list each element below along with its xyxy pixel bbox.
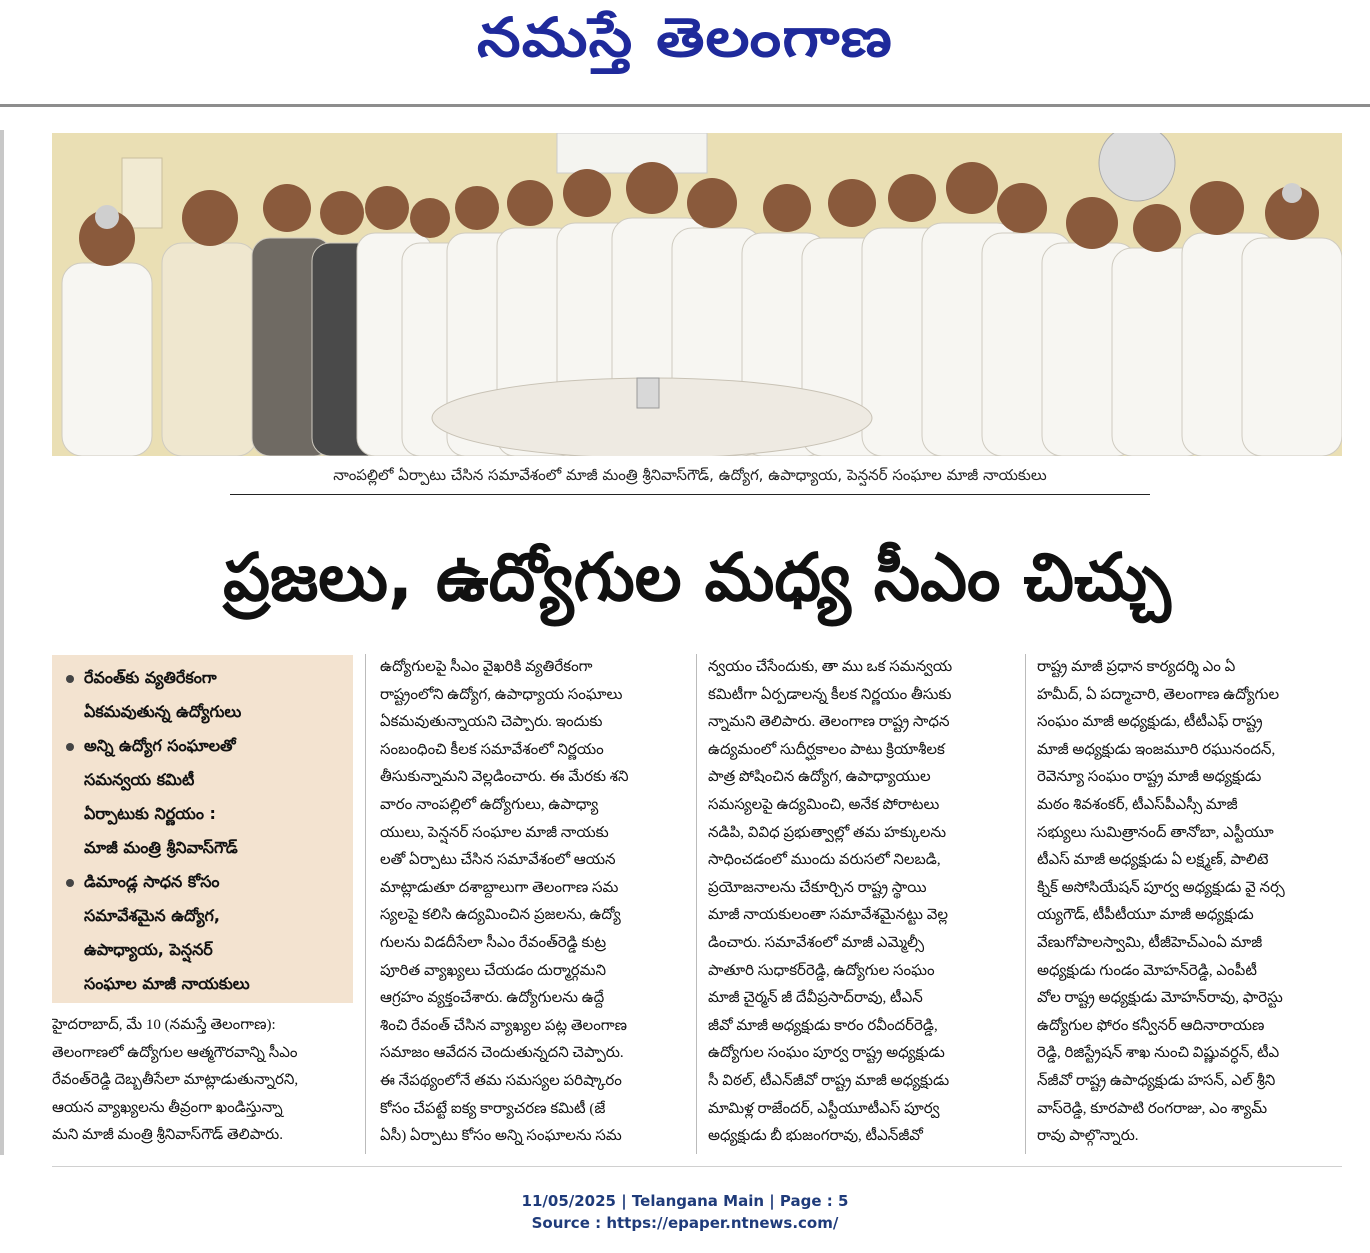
article-line: రెడ్డి, రిజిస్ట్రేషన్‌ శాఖ నుంచి విష్ణువర్ధన్‌, టీఎ	[1037, 1045, 1280, 1062]
article-line: న్‌జీవో రాష్ట్ర ఉపాధ్యక్షుడు హసన్‌, ఎల్‌ శ్రీని	[1037, 1072, 1276, 1089]
article-line: పూరిత వ్యాఖ్యలు చేయడం దుర్మార్గమని	[380, 962, 607, 979]
article-line: గులను విడదీసేలా సీఎం రేవంత్‌రెడ్డి కుట్ర	[380, 934, 607, 951]
article-line: రాష్ట్ర మాజీ ప్రధాన కార్యదర్శి ఎం ఏ	[1037, 659, 1236, 675]
article-line: టీఎస్‌ మాజీ అధ్యక్షుడు ఏ లక్ష్మణ్‌, పాలిటె	[1037, 852, 1269, 869]
article-line: వాస్‌రెడ్డి, కూరపాటి రంగరాజు, ఎం శ్యామ్‌	[1037, 1100, 1268, 1117]
article-line: రాష్ట్రంలోని ఉద్యోగ, ఉపాధ్యాయ సంఘాలు	[380, 686, 623, 703]
article-line: వోల రాష్ట్ర అధ్యక్షుడు మోహన్‌రావు, ఫారెస్టు	[1037, 990, 1283, 1007]
article-line: హమీద్‌, ఏ పద్మాచారి, తెలంగాణ ఉద్యోగుల	[1037, 686, 1280, 703]
column-divider	[696, 654, 697, 1154]
article-line: ఉద్యోగుల ఫోరం కన్వీనర్‌ ఆదినారాయణ	[1037, 1017, 1265, 1034]
article-line: మాజీ నాయకులంతా సమావేశమైనట్టు వెల్ల	[708, 907, 949, 924]
article-line: రావు పాల్గొన్నారు.	[1037, 1128, 1139, 1145]
article-line: ఏసీ) ఏర్పాటు కోసం అన్ని సంఘాలను సమ	[380, 1128, 622, 1145]
photo-caption: నాంపల్లిలో ఏర్పాటు చేసిన సమావేశంలో మాజీ మంత్రి శ్రీనివాస్‌గౌడ్‌, ఉద్యోగ, ఉపాధ్యాయ, పెన్షనర్‌ సంఘాల మాజీ నాయకులు	[333, 466, 1047, 484]
article-line: సీ విఠల్‌, టీఎన్‌జీవో రాష్ట్ర మాజీ అధ్యక్షుడు	[708, 1072, 950, 1089]
article-line: రెవెన్యూ సంఘం రాష్ట్ర మాజీ అధ్యక్షుడు	[1037, 769, 1262, 786]
article-line: న్వయం చేసేందుకు, తా ము ఒక సమన్వయ	[708, 659, 953, 675]
article-line: డించారు. సమావేశంలో మాజీ ఎమ్మెల్సీ	[708, 934, 925, 951]
article-line: సమాజం ఆవేదన చెందుతున్నదని చెప్పారు.	[380, 1045, 624, 1062]
newspaper-logo: నమస్తే తెలంగాణ	[476, 6, 894, 69]
caption-underline	[230, 494, 1150, 495]
column-divider	[365, 654, 366, 1154]
article-line: మాజీ చైర్మన్‌ జీ దేవీప్రసాద్‌రావు, టీఎన్‌	[708, 990, 923, 1007]
article-line: పాత్ర పోషించిన ఉద్యోగ, ఉపాధ్యాయుల	[708, 769, 931, 786]
article-line: ఆగ్రహం వ్యక్తంచేశారు. ఉద్యోగులను ఉద్దే	[380, 990, 605, 1007]
left-page-edge	[0, 130, 4, 1155]
article-line: ఉద్యమంలో సుదీర్ఘకాలం పాటు క్రియాశీలక	[708, 741, 945, 758]
highlight-line: ఏర్పాటుకు నిర్ణయం :	[84, 804, 216, 823]
article-line: అధ్యక్షుడు బీ భుజంగరావు, టీఎన్‌జీవో	[708, 1128, 923, 1145]
article-line: సాధించడంలో ముందు వరుసలో నిలబడి,	[708, 852, 941, 869]
article-column-1	[52, 1012, 352, 1150]
highlight-line: డిమాండ్ల సాధన కోసం	[66, 865, 345, 899]
article-column-4	[1037, 654, 1342, 1151]
article-line: ఈ నేపథ్యంలోనే తమ సమస్యల పరిష్కారం	[380, 1072, 622, 1089]
article-line: స్యలపై కలిసి ఉద్యమించిన ప్రజలను, ఉద్యో	[380, 907, 621, 924]
article-line: తీసుకున్నామని వెల్లడించారు. ఈ మేరకు శని	[380, 769, 629, 786]
highlight-line: రేవంత్‌కు వ్యతిరేకంగా	[66, 661, 345, 695]
highlight-line: సమన్వయ కమిటీ	[84, 770, 195, 789]
headline: ప్రజలు, ఉద్యోగుల మధ్య సీఎం చిచ్చు	[223, 539, 1171, 616]
highlight-line: మాజీ మంత్రి శ్రీనివాస్‌గౌడ్‌	[84, 838, 238, 857]
article-line: మామిళ్ల రాజేందర్‌, ఎస్టీయూటీఎస్‌ పూర్వ	[708, 1100, 940, 1117]
footer-source: Source : https://epaper.ntnews.com/	[531, 1214, 839, 1232]
news-photo	[52, 133, 1342, 456]
article-line: కమిటీగా ఏర్పడాలన్న కీలక నిర్ణయం తీసుకు	[708, 686, 952, 703]
article-line: వారం నాంపల్లిలో ఉద్యోగులు, ఉపాధ్యా	[380, 796, 599, 813]
article-line: ఆయన వ్యాఖ్యలను తీవ్రంగా ఖండిస్తున్నా	[52, 1099, 283, 1116]
bullet-icon	[66, 879, 74, 887]
article-line: న్నామని తెలిపారు. తెలంగాణ రాష్ట్ర సాధన	[708, 714, 950, 731]
article-line: నడిపి, వివిధ ప్రభుత్వాల్లో తమ హక్కులను	[708, 824, 947, 841]
article-line: ఉద్యోగుల సంఘం పూర్వ రాష్ట్ర అధ్యక్షుడు	[708, 1045, 945, 1062]
article-line: ఉద్యోగులపై సీఎం వైఖరికి వ్యతిరేకంగా	[380, 659, 593, 675]
article-line: శించి రేవంత్‌ చేసిన వ్యాఖ్యల పట్ల తెలంగాణ	[380, 1017, 628, 1034]
article-line: వేణుగోపాలస్వామి, టీజీహెచ్‌ఎంఏ మాజీ	[1037, 934, 1263, 951]
highlight-line: ఉపాధ్యాయ, పెన్షనర్‌	[84, 940, 213, 959]
masthead	[0, 0, 1370, 104]
article-line: ప్రయోజనాలను చేకూర్చిన రాష్ట్ర స్థాయి	[708, 879, 927, 896]
article-column-2	[380, 654, 685, 1151]
article-line: సంబంధించి కీలక సమావేశంలో నిర్ణయం	[380, 741, 604, 758]
highlight-line: ఏకమవుతున్న ఉద్యోగులు	[84, 702, 242, 721]
article-line: మని మాజీ మంత్రి శ్రీనివాస్‌గౌడ్‌ తెలిపారు.	[52, 1127, 284, 1144]
article-line: హైదరాబాద్‌, మే 10 (నమస్తే తెలంగాణ):	[52, 1017, 276, 1033]
article-line: పాతూరి సుధాకర్‌రెడ్డి, ఉద్యోగుల సంఘం	[708, 962, 935, 979]
bullet-icon	[66, 743, 74, 751]
highlight-line: అన్ని ఉద్యోగ సంఘాలతో	[66, 729, 345, 763]
article-column-3	[708, 654, 1013, 1151]
article-line: రేవంత్‌రెడ్డి దెబ్బతీసేలా మాట్లాడుతున్నారని,	[52, 1072, 299, 1089]
highlight-line: సంఘాల మాజీ నాయకులు	[84, 974, 250, 993]
article-line: తెలంగాణలో ఉద్యోగుల ఆత్మగౌరవాన్ని సీఎం	[52, 1044, 298, 1061]
article-line: సభ్యులు సుమిత్రానంద్‌ తానోబా, ఎస్టీయూ	[1037, 824, 1274, 841]
highlight-line: సమావేశమైన ఉద్యోగ,	[84, 906, 220, 925]
article-line: యులు, పెన్షనర్‌ సంఘాల మాజీ నాయకు	[380, 824, 609, 841]
article-line: సంఘం మాజీ అధ్యక్షుడు, టీటీఎఫ్‌ రాష్ట్ర	[1037, 714, 1263, 731]
article-line: య్యగౌడ్‌, టీపీటీయూ మాజీ అధ్యక్షుడు	[1037, 907, 1254, 924]
article-line: సమస్యలపై ఉద్యమించి, అనేక పోరాటలు	[708, 796, 940, 813]
masthead-divider	[0, 104, 1370, 107]
article-line: అధ్యక్షుడు గుండం మోహన్‌రెడ్డి, ఎంపీటీ	[1037, 962, 1257, 979]
highlights-box	[52, 655, 353, 1003]
bullet-icon	[66, 675, 74, 683]
footer-divider	[52, 1166, 1342, 1167]
article-line: మాజీ అధ్యక్షుడు ఇంజమూరి రఘునందన్‌,	[1037, 741, 1276, 758]
article-line: ఏకమవుతున్నాయని చెప్పారు. ఇందుకు	[380, 714, 603, 731]
article-line: కోసం చేపట్టే ఐక్య కార్యాచరణ కమిటీ (జే	[380, 1100, 606, 1117]
article-line: జీవో మాజీ అధ్యక్షుడు కారం రవీందర్‌రెడ్డి,	[708, 1017, 938, 1034]
column-divider	[1025, 654, 1026, 1154]
article-line: మాట్లాడుతూ దశాబ్దాలుగా తెలంగాణ సమ	[380, 879, 619, 896]
footer-date-edition: 11/05/2025 | Telangana Main | Page : 5	[521, 1192, 849, 1210]
article-line: క్నిక్‌ అసోసియేషన్‌ పూర్వ అధ్యక్షుడు వై నర్స	[1037, 879, 1285, 896]
article-line: లతో ఏర్పాటు చేసిన సమావేశంలో ఆయన	[380, 852, 616, 869]
article-line: మఠం శివశంకర్‌, టీఎస్‌పీఎస్సీ మాజీ	[1037, 796, 1238, 813]
